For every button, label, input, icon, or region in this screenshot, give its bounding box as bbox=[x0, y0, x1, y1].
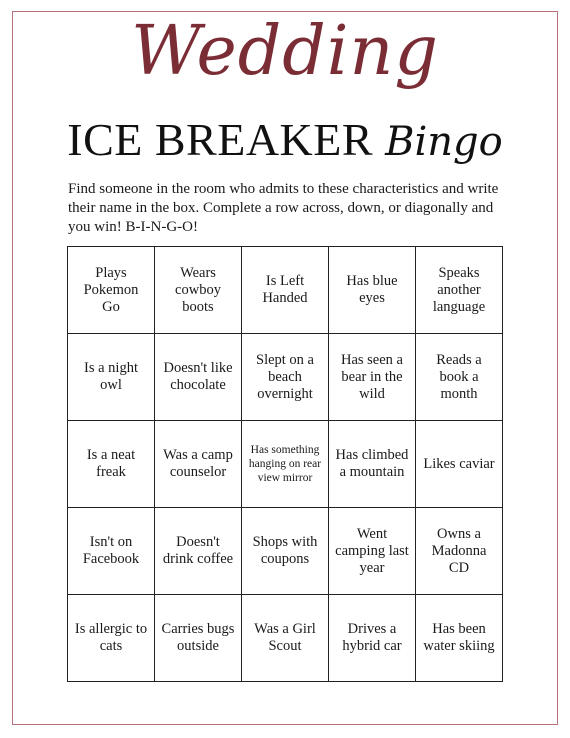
board-row bbox=[68, 334, 503, 421]
bingo-cell[interactable]: Is Left Handed bbox=[242, 247, 329, 334]
title-bingo: Bingo bbox=[385, 119, 503, 165]
bingo-cell[interactable]: Is allergic to cats bbox=[68, 595, 155, 682]
bingo-cell[interactable]: Slept on a beach overnight bbox=[242, 334, 329, 421]
instructions: Find someone in the room who admits to these characteristics and write their name in the box. Complete a row across, down, or diagonally and you win! B-I-N-G-O! bbox=[68, 181, 499, 235]
bingo-cell[interactable]: Is a neat freak bbox=[68, 421, 155, 508]
bingo-cell[interactable]: Went camping last year bbox=[329, 508, 416, 595]
bingo-cell[interactable]: Has been water skiing bbox=[416, 595, 503, 682]
bingo-cell[interactable]: Drives a hybrid car bbox=[329, 595, 416, 682]
bingo-cell[interactable]: Was a camp counselor bbox=[155, 421, 242, 508]
bingo-cell[interactable]: Owns a Madonna CD bbox=[416, 508, 503, 595]
bingo-cell[interactable]: Is a night owl bbox=[68, 334, 155, 421]
bingo-cell[interactable]: Has blue eyes bbox=[329, 247, 416, 334]
bingo-board bbox=[67, 246, 503, 682]
bingo-cell[interactable]: Shops with coupons bbox=[242, 508, 329, 595]
bingo-cell[interactable]: Carries bugs outside bbox=[155, 595, 242, 682]
bingo-cell[interactable]: Speaks another language bbox=[416, 247, 503, 334]
bingo-cell[interactable]: Wears cowboy boots bbox=[155, 247, 242, 334]
board-row bbox=[68, 508, 503, 595]
board-row bbox=[68, 247, 503, 334]
title-ice-breaker: ICE BREAKER bbox=[67, 114, 374, 165]
bingo-cell[interactable]: Plays Pokemon Go bbox=[68, 247, 155, 334]
bingo-cell[interactable]: Doesn't drink coffee bbox=[155, 508, 242, 595]
bingo-cell[interactable]: Likes caviar bbox=[416, 421, 503, 508]
bingo-cell[interactable]: Has climbed a mountain bbox=[329, 421, 416, 508]
board-row bbox=[68, 595, 503, 682]
bingo-cell[interactable]: Doesn't like chocolate bbox=[155, 334, 242, 421]
board-row bbox=[68, 421, 503, 508]
bingo-cell[interactable]: Has seen a bear in the wild bbox=[329, 334, 416, 421]
main-title bbox=[0, 113, 570, 166]
bingo-cell[interactable]: Isn't on Facebook bbox=[68, 508, 155, 595]
bingo-cell[interactable]: Has something hanging on rear view mirror bbox=[242, 421, 329, 508]
script-title: Wedding bbox=[131, 12, 439, 91]
bingo-cell[interactable]: Was a Girl Scout bbox=[242, 595, 329, 682]
bingo-cell[interactable]: Reads a book a month bbox=[416, 334, 503, 421]
